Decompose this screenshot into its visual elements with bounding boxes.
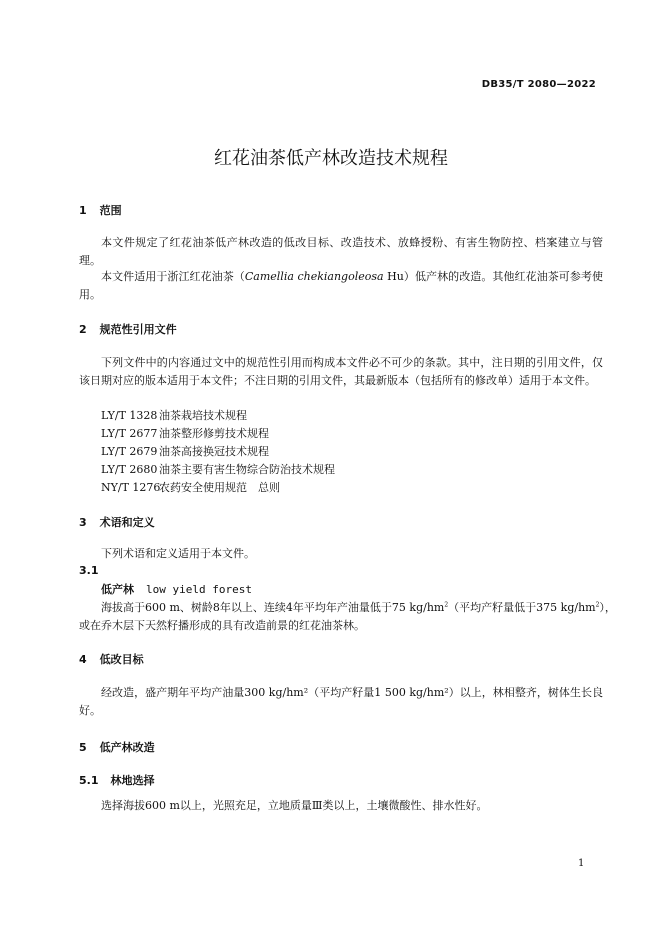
section-1-paragraph-2: 本文件适用于浙江红花油茶（Camellia chekiangoleosa Hu）低产林的改造。其他红花油茶可参考使用。: [79, 270, 604, 301]
subsection-5-1-paragraph: 选择海拔600 m以上，光照充足，立地质量Ⅲ类以上，土壤微酸性、排水性好。: [101, 799, 488, 812]
section-2-paragraph-1: 下列文件中的内容通过文中的规范性引用而构成本文件必不可少的条款。其中，注日期的引用文件，仅该日期对应的版本适用于本文件；不注日期的引用文件，其最新版本（包括所有的修改单）适用于本文件。: [79, 356, 603, 387]
subsection-5-1-heading: [79, 772, 155, 788]
standard-number: DB35/T 2080—2022: [481, 79, 596, 90]
section-number: 3: [79, 516, 87, 529]
section-title: 低改目标: [99, 653, 144, 666]
reference-item: LY/T 2679 油茶高接换冠技术规程: [101, 445, 269, 458]
section-title: 低产林改造: [99, 741, 155, 754]
term-chinese: 低产林: [101, 583, 134, 596]
page-number: 1: [578, 858, 585, 869]
section-4-paragraph-1: 经改造，盛产期年平均产油量300 kg/hm²（平均产籽量1 500 kg/hm²）以上，林相整齐，树体生长良好。: [79, 686, 603, 717]
section-1-paragraph-1: 本文件规定了红花油茶低产林改造的低改目标、改造技术、放蜂授粉、有害生物防控、档案建立与管理。: [79, 236, 603, 267]
section-number: 5: [79, 741, 87, 754]
section-2-heading: [79, 321, 177, 337]
section-title: 范围: [99, 204, 122, 217]
section-number: 2: [79, 323, 87, 336]
section-number: 4: [79, 653, 87, 666]
section-title: 术语和定义: [99, 516, 155, 529]
reference-list: [101, 407, 335, 497]
subsection-number: 5.1: [79, 774, 99, 787]
term-definition-line-1: 海拔高于600 m、树龄8年以上、连续4年平均年产油量低于75 $kg/hm^2$（平均产籽量低于375 $kg/hm^2$），: [101, 601, 616, 614]
section-1-heading: [79, 202, 122, 218]
section-3-heading: [79, 514, 155, 530]
document-title: 红花油茶低产林改造技术规程: [214, 148, 448, 169]
latin-name: Camellia chekiangoleosa: [244, 270, 384, 283]
reference-item: LY/T 2680 油茶主要有害生物综合防治技术规程: [101, 463, 335, 476]
reference-item: LY/T 2677 油茶整形修剪技术规程: [101, 427, 269, 440]
section-3-intro: 下列术语和定义适用于本文件。: [101, 547, 255, 560]
reference-item: NY/T 1276农药安全使用规范 总则: [101, 481, 280, 494]
section-4-heading: [79, 651, 144, 667]
term-definition-line-2: 或在乔木层下天然籽播形成的具有改造前景的红花油茶林。: [79, 619, 365, 632]
section-title: 规范性引用文件: [99, 323, 177, 336]
term-english: low yield forest: [146, 583, 252, 596]
subsection-title: 林地选择: [110, 774, 155, 787]
section-number: 1: [79, 204, 87, 217]
reference-item: LY/T 1328 油茶栽培技术规程: [101, 409, 247, 422]
term-heading: [101, 581, 252, 599]
section-5-heading: [79, 739, 155, 755]
term-number: 3.1: [79, 564, 99, 577]
